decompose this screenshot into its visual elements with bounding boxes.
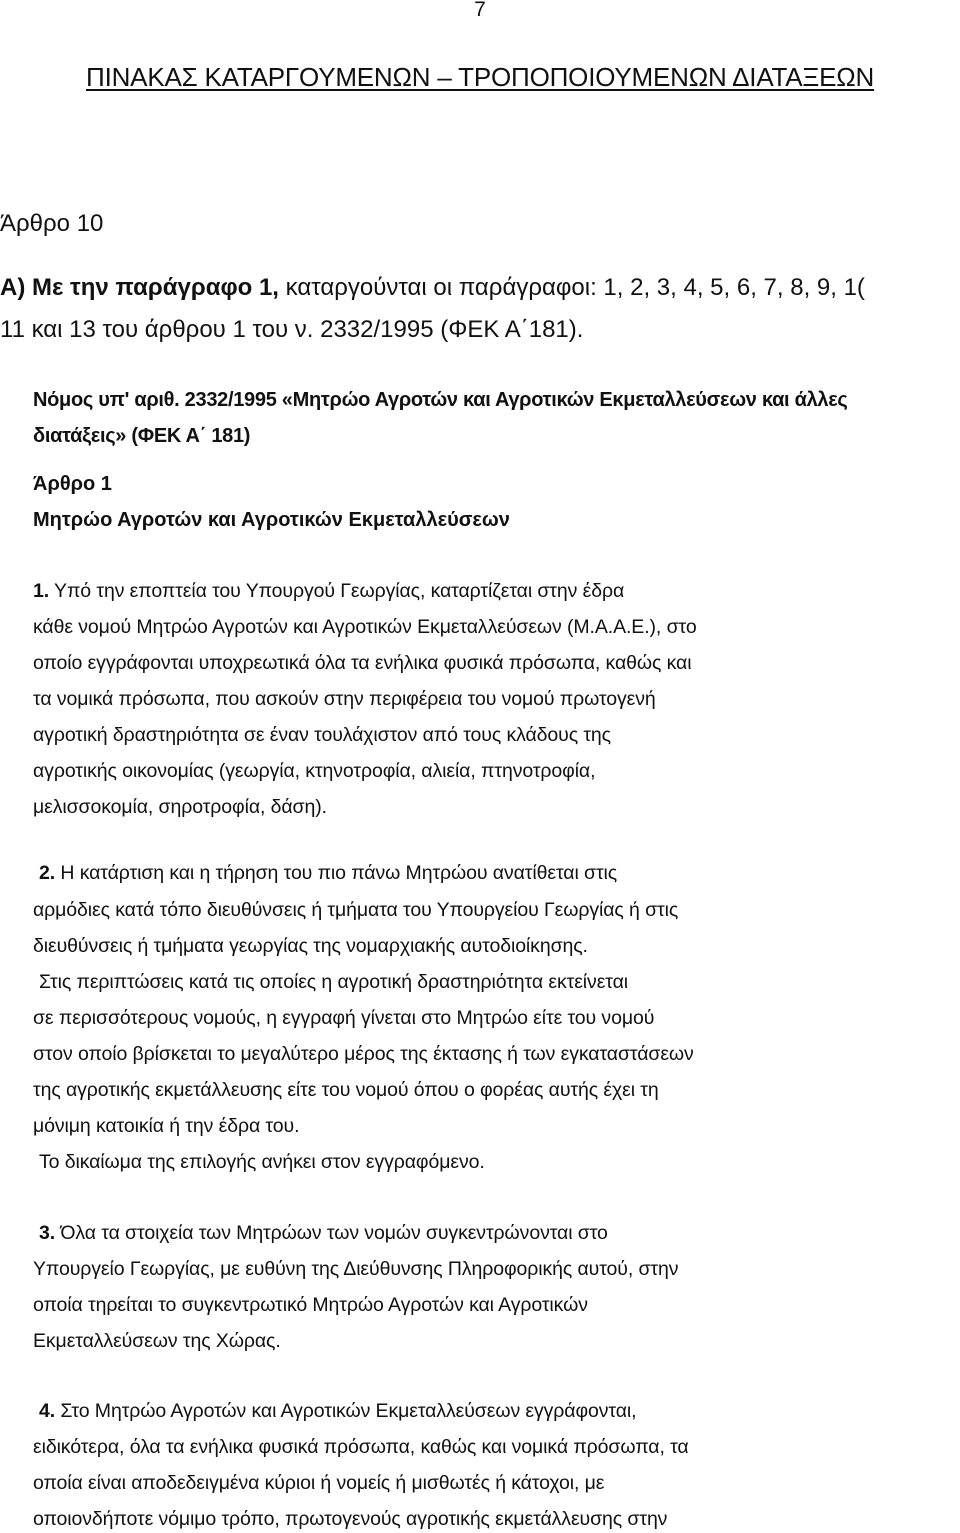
document-title: ΠΙΝΑΚΑΣ ΚΑΤΑΡΓΟΥΜΕΝΩΝ – ΤΡΟΠΟΠΟΙΟΥΜΕΝΩΝ ΔΙΑΤΑΞΕΩΝ xyxy=(86,62,875,92)
paragraph-1-line-1 xyxy=(33,580,624,603)
paragraph-a-line-1 xyxy=(0,274,865,302)
paragraph-4-line-3: οποία είναι αποδεδειγμένα κύριοι ή νομείς ή μισθωτές ή κάτοχοι, με xyxy=(33,1472,605,1494)
paragraph-a-lead: Α) Με την παράγραφο 1, xyxy=(0,274,279,301)
paragraph-number: 4. xyxy=(39,1400,56,1422)
paragraph-1-line-3: οποίο εγγράφονται υποχρεωτικά όλα τα ενήλικα φυσικά πρόσωπα, καθώς και xyxy=(33,652,692,674)
paragraph-1-line-2: κάθε νομού Μητρώο Αγροτών και Αγροτικών Εκμεταλλεύσεων (Μ.Α.Α.Ε.), στο xyxy=(33,616,697,638)
paragraph-number: 3. xyxy=(39,1222,56,1244)
paragraph-3-line-3: οποία τηρείται το συγκεντρωτικό Μητρώο Αγροτών και Αγροτικών xyxy=(33,1294,588,1316)
article-heading: Άρθρο 10 xyxy=(0,210,104,237)
paragraph-2-line-5: σε περισσότερους νομούς, η εγγραφή γίνεται στο Μητρώο είτε του νομού xyxy=(33,1007,655,1029)
paragraph-2-line-8: μόνιμη κατοικία ή την έδρα του. xyxy=(33,1115,300,1137)
paragraph-3-line-2: Υπουργείο Γεωργίας, με ευθύνη της Διεύθυνσης Πληροφορικής αυτού, στην xyxy=(33,1258,679,1280)
paragraph-2-line-4: Στις περιπτώσεις κατά τις οποίες η αγροτική δραστηριότητα εκτείνεται xyxy=(39,971,629,993)
paragraph-number: 2. xyxy=(39,862,56,884)
law-reference-line-2: διατάξεις» (ΦΕΚ Α΄ 181) xyxy=(33,425,251,447)
paragraph-1-line-7: μελισσοκομία, σηροτροφία, δάση). xyxy=(33,796,327,818)
paragraph-3-line-1 xyxy=(39,1222,608,1245)
paragraph-number: 1. xyxy=(33,580,50,602)
paragraph-a-line-2: 11 και 13 του άρθρου 1 του ν. 2332/1995 (ΦΕΚ Α΄181). xyxy=(0,316,584,343)
law-reference-line-1: Νόμος υπ' αριθ. 2332/1995 «Μητρώο Αγροτών και Αγροτικών Εκμεταλλεύσεων και άλλες xyxy=(33,389,848,411)
paragraph-1-line-5: αγροτική δραστηριότητα σε έναν τουλάχιστον από τους κλάδους της xyxy=(33,724,611,746)
paragraph-2-line-1 xyxy=(39,862,617,885)
paragraph-3-text: Όλα τα στοιχεία των Μητρώων των νομών συγκεντρώνονται στο xyxy=(55,1222,608,1244)
paragraph-2-line-7: της αγροτικής εκμετάλλευσης είτε του νομού όπου ο φορέας αυτής έχει τη xyxy=(33,1079,659,1101)
paragraph-2-line-2: αρμόδιες κατά τόπο διευθύνσεις ή τμήματα του Υπουργείου Γεωργίας ή στις xyxy=(33,899,679,921)
page-number: 7 xyxy=(474,0,486,21)
paragraph-2-line-9: Το δικαίωμα της επιλογής ανήκει στον εγγραφόμενο. xyxy=(39,1151,485,1173)
paragraph-2-line-6: στον οποίο βρίσκεται το μεγαλύτερο μέρος της έκτασης ή των εγκαταστάσεων xyxy=(33,1043,694,1065)
paragraph-1-line-6: αγροτικής οικονομίας (γεωργία, κτηνοτροφία, αλιεία, πτηνοτροφία, xyxy=(33,760,596,782)
paragraph-4-line-4: οποιονδήποτε νόμιμο τρόπο, πρωτογενούς αγροτικής εκμετάλλευσης στην xyxy=(33,1508,668,1530)
paragraph-a-text: καταργούνται οι παράγραφοι: 1, 2, 3, 4, 5, 6, 7, 8, 9, 1( xyxy=(278,274,865,301)
paragraph-2-line-3: διευθύνσεις ή τμήματα γεωργίας της νομαρχιακής αυτοδιοίκησης. xyxy=(33,935,588,957)
paragraph-2-text: Η κατάρτιση και η τήρηση του πιο πάνω Μητρώου ανατίθεται στις xyxy=(55,862,618,884)
law-article-title: Μητρώο Αγροτών και Αγροτικών Εκμεταλλεύσεων xyxy=(33,509,510,531)
paragraph-1-text: Υπό την εποπτεία του Υπουργού Γεωργίας, καταρτίζεται στην έδρα xyxy=(49,580,625,602)
paragraph-1-line-4: τα νομικά πρόσωπα, που ασκούν στην περιφέρεια του νομού πρωτογενή xyxy=(33,688,656,710)
paragraph-4-text: Στο Μητρώο Αγροτών και Αγροτικών Εκμεταλλεύσεων εγγράφονται, xyxy=(55,1400,637,1422)
paragraph-4-line-1 xyxy=(39,1400,636,1423)
paragraph-4-line-2: ειδικότερα, όλα τα ενήλικα φυσικά πρόσωπα, καθώς και νομικά πρόσωπα, τα xyxy=(33,1436,689,1458)
law-article-heading: Άρθρο 1 xyxy=(33,473,112,495)
paragraph-3-line-4: Εκμεταλλεύσεων της Χώρας. xyxy=(33,1330,281,1352)
